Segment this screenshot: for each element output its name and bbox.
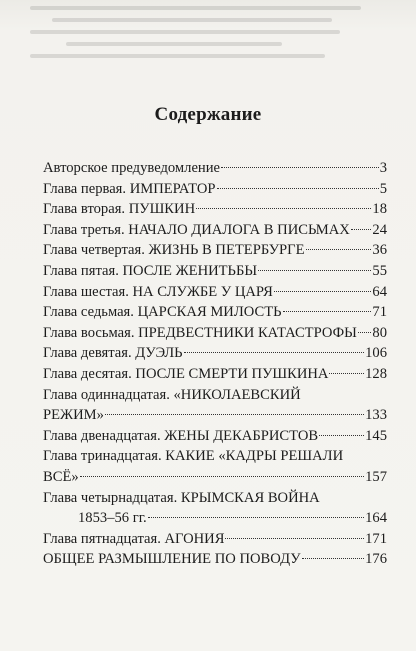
toc-page-number: 3 — [379, 160, 387, 176]
toc-entry[interactable] — [43, 446, 387, 487]
toc-entry[interactable] — [43, 488, 387, 529]
toc-entry[interactable] — [43, 385, 387, 426]
toc-entry[interactable] — [43, 199, 387, 220]
toc-page-number: 157 — [365, 468, 387, 485]
toc-entry[interactable] — [43, 364, 387, 385]
toc-page-number: 80 — [372, 324, 387, 341]
show-through-text — [30, 6, 390, 76]
toc-entry-title: ВСЁ» — [43, 468, 79, 485]
toc-entry-title: РЕЖИМ» — [43, 407, 104, 424]
toc-page-number: 106 — [365, 345, 387, 362]
toc-entry-title: Авторское предуведомление — [43, 160, 221, 176]
toc-entry[interactable] — [43, 220, 387, 241]
toc-entry-title-line: Глава тринадцатая. КАКИЕ «КАДРЫ РЕШАЛИ — [43, 448, 344, 465]
dot-leader — [221, 167, 379, 168]
dot-leader — [358, 332, 372, 333]
toc-entry-title: Глава восьмая. ПРЕДВЕСТНИКИ КАТАСТРОФЫ — [43, 324, 357, 341]
dot-leader — [80, 476, 364, 477]
dot-leader — [184, 352, 365, 353]
dot-leader — [351, 229, 372, 230]
toc-entry[interactable] — [43, 158, 387, 179]
toc-page-number: 64 — [372, 283, 387, 300]
toc-page-number: 24 — [372, 221, 387, 238]
toc-entry-title: Глава двенадцатая. ЖЕНЫ ДЕКАБРИСТОВ — [43, 427, 319, 444]
dot-leader — [196, 208, 371, 209]
toc-entry-title: Глава седьмая. ЦАРСКАЯ МИЛОСТЬ — [43, 304, 282, 321]
toc-page-number: 55 — [372, 262, 387, 279]
toc-entry[interactable] — [43, 261, 387, 282]
toc-entry[interactable] — [43, 240, 387, 261]
dot-leader — [319, 435, 364, 436]
toc-entry-title: Глава шестая. НА СЛУЖБЕ У ЦАРЯ — [43, 283, 273, 300]
toc-entry[interactable] — [43, 529, 387, 550]
toc-page-number: 176 — [365, 551, 387, 568]
dot-leader — [329, 373, 364, 374]
dot-leader — [105, 414, 364, 415]
toc-entry-title-line: Глава четырнадцатая. КРЫМСКАЯ ВОЙНА — [43, 489, 320, 506]
toc-entry-title-line: Глава одиннадцатая. «НИКОЛАЕВСКИЙ — [43, 386, 301, 403]
toc-entry-title: 1853–56 гг. — [78, 510, 147, 527]
dot-leader — [148, 517, 364, 518]
toc-entry[interactable] — [43, 549, 387, 570]
toc-page-number: 18 — [372, 201, 387, 218]
toc-entry-title: Глава третья. НАЧАЛО ДИАЛОГА В ПИСЬМАХ — [43, 221, 350, 238]
toc-page-number: 36 — [372, 242, 387, 259]
toc-entry[interactable] — [43, 426, 387, 447]
dot-leader — [217, 188, 379, 189]
toc-page-number: 145 — [365, 427, 387, 444]
toc-entry-title: Глава девятая. ДУЭЛЬ — [43, 345, 183, 362]
toc-page-number: 71 — [372, 304, 387, 321]
dot-leader — [306, 249, 372, 250]
toc-entry[interactable] — [43, 343, 387, 364]
toc-page-number: 128 — [365, 365, 387, 382]
toc-page-number: 171 — [365, 530, 387, 547]
toc-entry-title: Глава пятая. ПОСЛЕ ЖЕНИТЬБЫ — [43, 262, 258, 279]
toc-entry-title: Глава десятая. ПОСЛЕ СМЕРТИ ПУШКИНА — [43, 365, 329, 382]
toc-entry-title: ОБЩЕЕ РАЗМЫШЛЕНИЕ ПО ПОВОДУ — [43, 551, 301, 568]
toc-entry-title: Глава первая. ИМПЕРАТОР — [43, 180, 216, 197]
toc-page-number: 164 — [365, 510, 387, 527]
toc-entry-title: Глава вторая. ПУШКИН — [43, 201, 196, 218]
toc-entry[interactable] — [43, 179, 387, 200]
toc-entry-title: Глава четвертая. ЖИЗНЬ В ПЕТЕРБУРГЕ — [43, 242, 305, 259]
toc-entry-title: Глава пятнадцатая. АГОНИЯ — [43, 530, 225, 547]
dot-leader — [258, 270, 371, 271]
dot-leader — [302, 558, 365, 559]
dot-leader — [283, 311, 372, 312]
toc-page-number: 5 — [379, 180, 387, 197]
table-of-contents — [43, 158, 387, 570]
toc-entry[interactable] — [43, 302, 387, 323]
toc-entry[interactable] — [43, 323, 387, 344]
toc-page-number: 133 — [365, 407, 387, 424]
dot-leader — [274, 291, 372, 292]
toc-entry[interactable] — [43, 282, 387, 303]
page-title: Содержание — [154, 104, 262, 125]
dot-leader — [225, 538, 364, 539]
